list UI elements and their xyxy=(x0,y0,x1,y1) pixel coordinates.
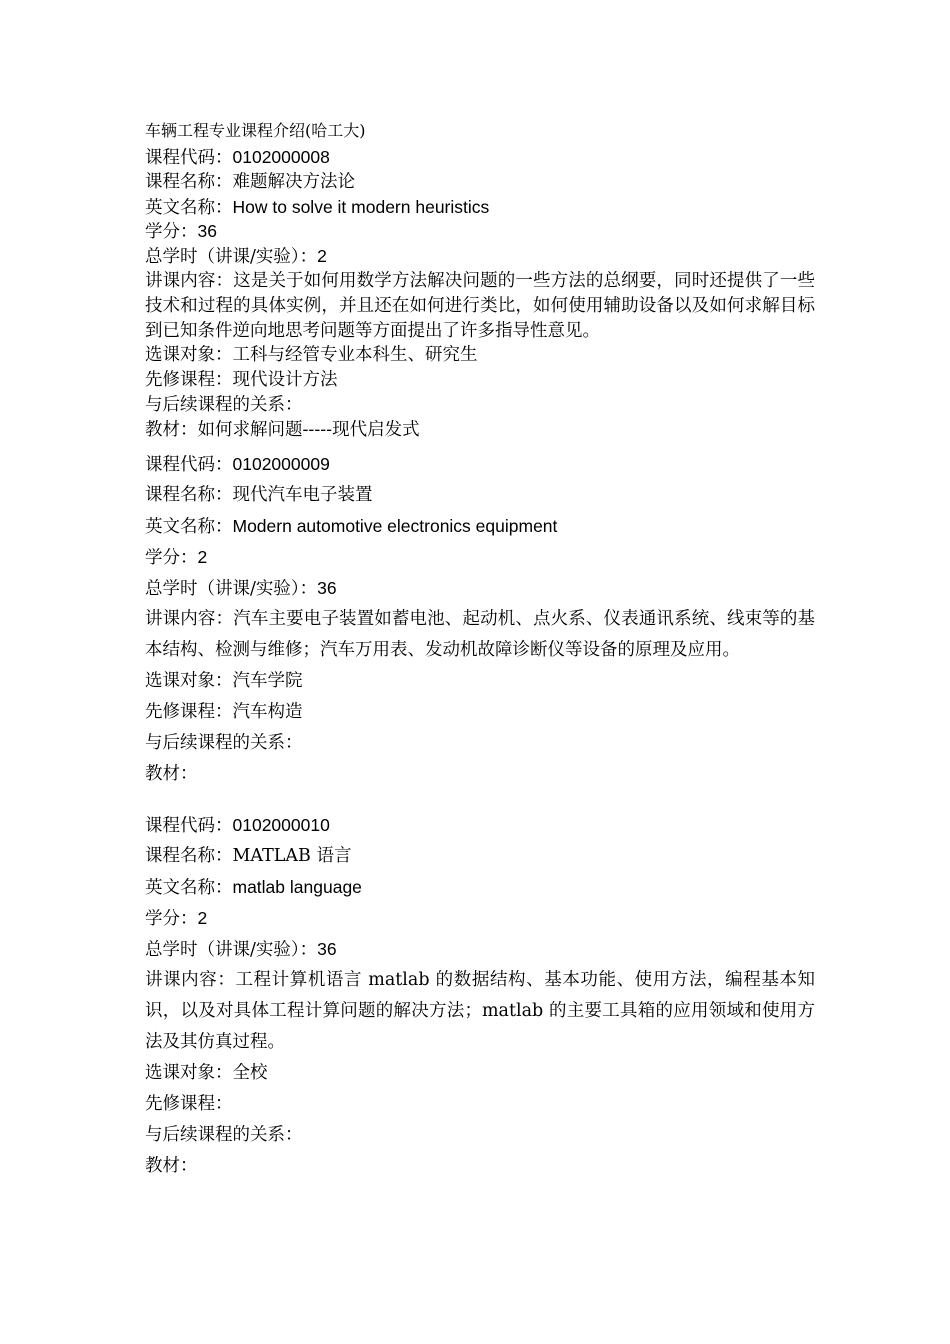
course-code-value: 0102000009 xyxy=(232,453,330,474)
content-paragraph xyxy=(145,604,815,666)
hours-value: 36 xyxy=(317,938,337,959)
hours-value: 2 xyxy=(317,246,327,267)
textbook-label: 教材： xyxy=(145,1155,198,1176)
course-code-line xyxy=(145,810,815,841)
content-paragraph xyxy=(145,269,815,343)
english-name-label: 英文名称： xyxy=(145,197,233,218)
english-name-line xyxy=(145,872,815,903)
course-name-line xyxy=(145,170,815,195)
textbook-line xyxy=(145,759,815,790)
credits-label: 学分： xyxy=(145,908,198,929)
course-code-value: 0102000008 xyxy=(232,147,330,167)
english-name-value: Modern automotive electronics equipment xyxy=(232,515,558,536)
english-name-value: How to solve it modern heuristics xyxy=(232,196,490,217)
prerequisite-value: 现代设计方法 xyxy=(232,370,338,391)
document-page xyxy=(145,120,815,1182)
textbook-line xyxy=(145,418,815,443)
relation-label: 与后续课程的关系： xyxy=(145,732,303,753)
audience-line xyxy=(145,343,815,368)
audience-line xyxy=(145,1058,815,1089)
prerequisite-label: 先修课程： xyxy=(145,1093,233,1114)
course-code-line xyxy=(145,449,815,480)
course-name-value: 难题解决方法论 xyxy=(232,171,355,192)
textbook-line xyxy=(145,1151,815,1182)
course-name-line xyxy=(145,480,815,511)
content-paragraph xyxy=(145,965,815,1058)
hours-line xyxy=(145,934,815,965)
hours-line xyxy=(145,244,815,269)
course-name-label: 课程名称： xyxy=(145,171,233,192)
course-name-label: 课程名称： xyxy=(145,484,233,505)
course-code-line xyxy=(145,145,815,170)
audience-value: 全校 xyxy=(232,1062,268,1083)
english-name-line xyxy=(145,511,815,542)
relation-line xyxy=(145,1120,815,1151)
english-name-label: 英文名称： xyxy=(145,516,233,537)
credits-value: 36 xyxy=(197,221,217,242)
audience-value: 工科与经管专业本科生、研究生 xyxy=(232,345,478,366)
relation-line xyxy=(145,728,815,759)
course-block xyxy=(145,810,815,1182)
course-name-line xyxy=(145,841,815,872)
prerequisite-label: 先修课程： xyxy=(145,701,233,722)
prerequisite-line xyxy=(145,697,815,728)
textbook-value: 如何求解问题-----现代启发式 xyxy=(197,419,420,440)
course-code-label: 课程代码： xyxy=(145,148,233,168)
course-block xyxy=(145,145,815,443)
prerequisite-line xyxy=(145,1089,815,1120)
credits-value: 2 xyxy=(197,907,208,928)
course-name-value: MATLAB 语言 xyxy=(232,845,352,866)
hours-label: 总学时（讲课/实验）： xyxy=(145,247,318,268)
textbook-label: 教材： xyxy=(145,763,198,784)
prerequisite-label: 先修课程： xyxy=(145,370,233,391)
audience-label: 选课对象： xyxy=(145,345,233,366)
textbook-label: 教材： xyxy=(145,419,198,440)
hours-value: 36 xyxy=(317,577,337,598)
relation-line xyxy=(145,393,815,418)
content-label: 讲课内容： xyxy=(145,608,234,629)
relation-label: 与后续课程的关系： xyxy=(145,394,303,415)
credits-label: 学分： xyxy=(145,547,198,568)
credits-value: 2 xyxy=(197,546,208,567)
course-code-value: 0102000010 xyxy=(232,814,330,835)
content-value: 工程计算机语言 matlab 的数据结构、基本功能、使用方法，编程基本知识，以及对具体工程计算问题的解决方法；matlab 的主要工具箱的应用领域和使用方法及其仿真过程。 xyxy=(145,969,815,1052)
english-name-value: matlab language xyxy=(232,876,362,897)
hours-label: 总学时（讲课/实验）： xyxy=(145,939,318,960)
content-value: 这是关于如何用数学方法解决问题的一些方法的总纲要，同时还提供了一些技术和过程的具体实例，并且还在如何进行类比，如何使用辅助设备以及如何求解目标到已知条件逆向地思考问题等方面提出了许多指导性意见。 xyxy=(145,270,816,341)
audience-label: 选课对象： xyxy=(145,1062,233,1083)
credits-line xyxy=(145,903,815,934)
content-label: 讲课内容： xyxy=(145,270,234,291)
course-code-label: 课程代码： xyxy=(145,815,233,836)
course-name-label: 课程名称： xyxy=(145,845,233,866)
prerequisite-line xyxy=(145,368,815,393)
course-code-label: 课程代码： xyxy=(145,454,233,475)
content-value: 汽车主要电子装置如蓄电池、起动机、点火系、仪表通讯系统、线束等的基本结构、检测与维修；汽车万用表、发动机故障诊断仪等设备的原理及应用。 xyxy=(145,608,816,660)
english-name-line xyxy=(145,195,815,220)
hours-label: 总学时（讲课/实验）： xyxy=(145,578,318,599)
english-name-label: 英文名称： xyxy=(145,877,233,898)
course-block xyxy=(145,449,815,790)
hours-line xyxy=(145,573,815,604)
document-title: 车辆工程专业课程介绍(哈工大) xyxy=(145,121,366,140)
audience-label: 选课对象： xyxy=(145,670,233,691)
course-name-value: 现代汽车电子装置 xyxy=(232,484,373,505)
content-label: 讲课内容： xyxy=(145,969,236,990)
credits-line xyxy=(145,219,815,244)
credits-label: 学分： xyxy=(145,222,198,243)
audience-line xyxy=(145,666,815,697)
relation-label: 与后续课程的关系： xyxy=(145,1124,303,1145)
audience-value: 汽车学院 xyxy=(232,670,303,691)
prerequisite-value: 汽车构造 xyxy=(232,701,303,722)
credits-line xyxy=(145,542,815,573)
